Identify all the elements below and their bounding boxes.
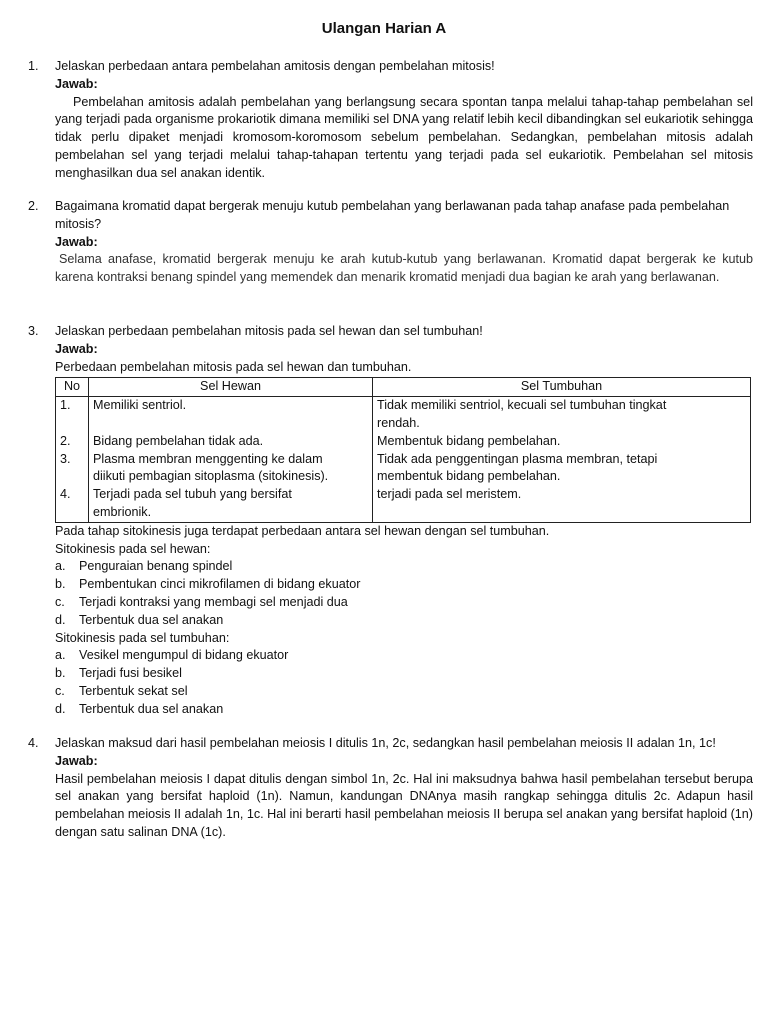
header-sel-hewan: Sel Hewan bbox=[89, 378, 373, 397]
question-text: Jelaskan perbedaan pembelahan mitosis pada sel hewan dan sel tumbuhan! bbox=[55, 324, 483, 338]
list-item-text: Terbentuk dua sel anakan bbox=[79, 612, 224, 627]
hewan-cell-line: diikuti pembagian sitoplasma (sitokinesis). bbox=[93, 469, 329, 484]
tumbuhan-cell-line: Membentuk bidang pembelahan. bbox=[377, 433, 561, 448]
list-item-text: Vesikel mengumpul di bidang ekuator bbox=[79, 648, 289, 663]
comparison-table bbox=[55, 377, 751, 522]
table-body-row bbox=[56, 397, 751, 523]
question-text: Bagaimana kromatid dapat bergerak menuju kutub pembelahan yang berlawanan pada tahap anafase pada pembelahan mitosis? bbox=[55, 199, 730, 231]
tumbuhan-cell-line: terjadi pada sel meristem. bbox=[377, 487, 522, 502]
list-letter: c. bbox=[55, 594, 65, 609]
list-letter: b. bbox=[55, 577, 66, 592]
row-number bbox=[60, 415, 84, 433]
tumbuhan-cell-line: membentuk bidang pembelahan. bbox=[377, 469, 561, 484]
page-title: Ulangan Harian A bbox=[321, 20, 447, 37]
hewan-cell-line: embrionik. bbox=[93, 504, 152, 519]
list-item bbox=[55, 576, 753, 594]
question-2 bbox=[28, 198, 753, 287]
list-item-text: Terjadi kontraksi yang membagi sel menjadi dua bbox=[79, 594, 348, 609]
question-4 bbox=[28, 735, 753, 842]
hewan-cell-line: Plasma membran menggenting ke dalam bbox=[93, 451, 323, 466]
answer-text: Pembelahan amitosis adalah pembelahan yang berlangsung secara spontan tanpa melalui tahap-tahap pembelahan sel yang terjadi pada organisme prokariotik dimana memiliki sel DNA yang relatif lebih kecil dibandingkan sel eukariotik sehingga tidak perlu dipaket menjadi kromosom-koromosom sebelum pembelahan. Sedangkan, pembelahan mitosis adalah pembelahan sel yang terjadi melalui tahap-tahapan tertentu yang terjadi pada sel eukariotik. Pembelahan sel mitosis menghasilkan dua sel anakan identik. bbox=[55, 94, 753, 180]
number-column bbox=[56, 397, 89, 523]
hewan-cell-line bbox=[93, 415, 368, 433]
jawab-label: Jawab: bbox=[55, 234, 98, 249]
answer-text: Hasil pembelahan meiosis I dapat ditulis dengan simbol 1n, 2c. Hal ini maksudnya bahwa hasil pembelahan tersebut berupa sel anakan yang bersifat haploid (1n). Namun, kandungan DNAnya masih rangkap sehingga ditulis 2c. Adapun hasil pembelahan meiosis II adalah 1n, 1c. Hal ini berarti hasil pembelahan meiosis II berupa sel anakan yang bersifat haploid (1n) dengan satu salinan DNA (1c). bbox=[55, 771, 753, 839]
sitokinesis-tumbuhan-list bbox=[55, 647, 753, 718]
question-number: 3. bbox=[28, 324, 39, 338]
question-text: Jelaskan maksud dari hasil pembelahan meiosis I ditulis 1n, 2c, sedangkan hasil pembelahan meiosis II adalan 1n, 1c! bbox=[55, 736, 716, 750]
list-item bbox=[55, 683, 753, 701]
hewan-cell-line: Memiliki sentriol. bbox=[93, 398, 187, 413]
list-item-text: Penguraian benang spindel bbox=[79, 559, 233, 574]
sitokinesis-intro: Pada tahap sitokinesis juga terdapat perbedaan antara sel hewan dengan sel tumbuhan. bbox=[55, 523, 550, 538]
list-letter: d. bbox=[55, 612, 66, 627]
table-intro: Perbedaan pembelahan mitosis pada sel hewan dan tumbuhan. bbox=[55, 359, 412, 374]
list-letter: d. bbox=[55, 701, 66, 716]
question-number: 1. bbox=[28, 59, 39, 73]
list-letter: a. bbox=[55, 559, 66, 574]
tumbuhan-cell-line: Tidak memiliki sentriol, kecuali sel tumbuhan tingkat bbox=[377, 398, 667, 413]
list-item bbox=[55, 701, 753, 719]
list-item bbox=[55, 594, 753, 612]
list-letter: b. bbox=[55, 666, 66, 681]
hewan-cell-line: Bidang pembelahan tidak ada. bbox=[93, 433, 264, 448]
list-item-text: Terjadi fusi besikel bbox=[79, 666, 182, 681]
row-number: 2. bbox=[60, 433, 71, 448]
tumbuhan-cell-line bbox=[377, 504, 746, 522]
row-number: 1. bbox=[60, 398, 71, 413]
hewan-cell-line: Terjadi pada sel tubuh yang bersifat bbox=[93, 487, 292, 502]
sel-hewan-column bbox=[89, 397, 373, 523]
question-text: Jelaskan perbedaan antara pembelahan amitosis dengan pembelahan mitosis! bbox=[55, 59, 495, 73]
jawab-label: Jawab: bbox=[55, 76, 98, 91]
sel-tumbuhan-column bbox=[373, 397, 751, 523]
header-no: No bbox=[56, 378, 89, 397]
list-item bbox=[55, 612, 753, 630]
question-3 bbox=[28, 323, 753, 719]
list-item bbox=[55, 665, 753, 683]
list-item bbox=[55, 647, 753, 665]
header-sel-tumbuhan: Sel Tumbuhan bbox=[373, 378, 751, 397]
list-item-text: Terbentuk sekat sel bbox=[79, 683, 188, 698]
list-letter: a. bbox=[55, 648, 66, 663]
tumbuhan-cell-line: Tidak ada penggentingan plasma membran, tetapi bbox=[377, 451, 658, 466]
list-item bbox=[55, 558, 753, 576]
sitokinesis-hewan-heading: Sitokinesis pada sel hewan: bbox=[55, 541, 211, 556]
list-item-text: Terbentuk dua sel anakan bbox=[79, 701, 224, 716]
question-number: 4. bbox=[28, 736, 39, 750]
question-number: 2. bbox=[28, 199, 39, 213]
answer-text: Selama anafase, kromatid bergerak menuju ke arah kutub-kutub yang berlawanan. Kromatid dapat bergerak ke kutub karena kontraksi benang spindel yang memendek dan menarik kromatid menjadi dua bagian ke arah yang berlawanan. bbox=[55, 252, 753, 285]
question-1 bbox=[28, 58, 753, 183]
list-letter: c. bbox=[55, 683, 65, 698]
row-number bbox=[60, 504, 84, 522]
row-number: 3. bbox=[60, 451, 71, 466]
tumbuhan-cell-line: rendah. bbox=[377, 415, 420, 430]
table-header-row bbox=[56, 378, 751, 397]
sitokinesis-tumbuhan-heading: Sitokinesis pada sel tumbuhan: bbox=[55, 630, 230, 645]
jawab-label: Jawab: bbox=[55, 341, 98, 356]
row-number: 4. bbox=[60, 487, 71, 502]
row-number bbox=[60, 468, 84, 486]
sitokinesis-hewan-list bbox=[55, 558, 753, 629]
jawab-label: Jawab: bbox=[55, 753, 98, 768]
list-item-text: Pembentukan cinci mikrofilamen di bidang ekuator bbox=[79, 577, 361, 592]
